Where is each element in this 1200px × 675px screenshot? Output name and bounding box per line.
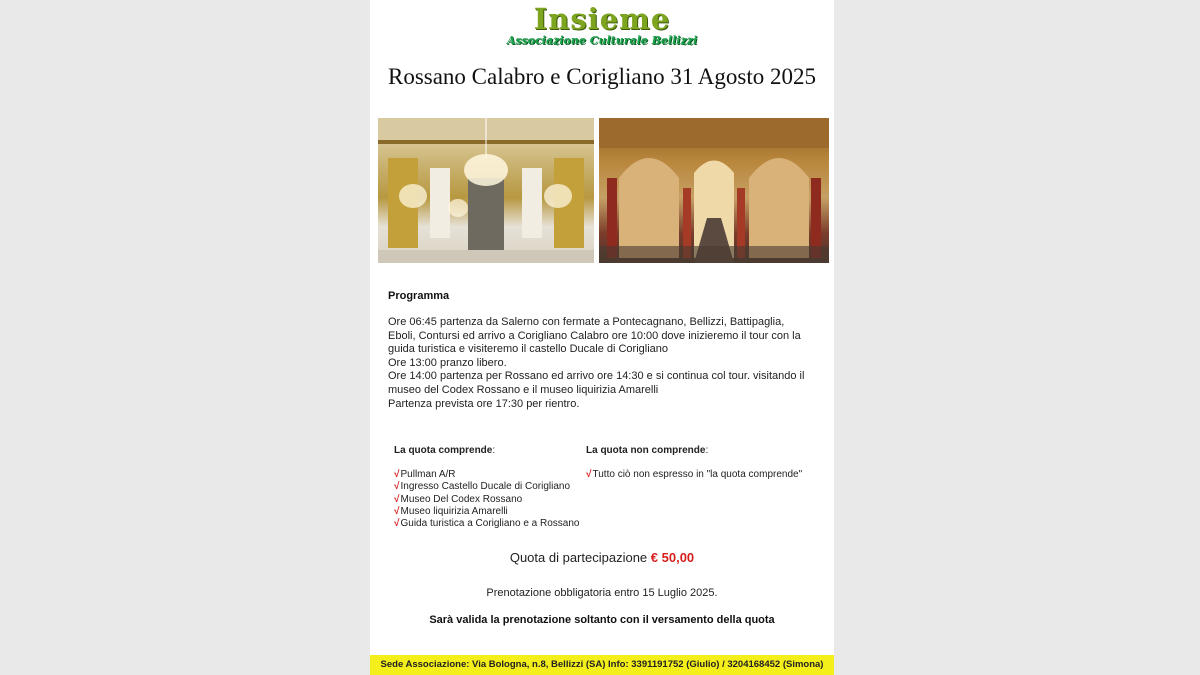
quota-comprende-section xyxy=(394,444,584,530)
programma-line: Partenza prevista ore 17:30 per rientro. xyxy=(388,397,580,410)
logo-subtitle: Associazione Culturale Bellizzi xyxy=(506,34,698,47)
list-item: √Tutto ciò non espresso in "la quota comprende" xyxy=(586,469,803,480)
association-logo xyxy=(370,2,834,47)
check-icon: √ xyxy=(394,518,400,530)
quota-comprende-heading: La quota comprende: xyxy=(394,445,496,456)
check-icon: √ xyxy=(394,481,400,493)
list-item: √Guida turistica a Corigliano e a Rossano xyxy=(394,518,580,530)
programma-line: Eboli, Contursi ed arrivo a Corigliano Calabro ore 10:00 dove inizieremo il tour con la xyxy=(388,329,801,342)
photo-castello-hall xyxy=(378,118,594,263)
quota-label: Quota di partecipazione xyxy=(509,550,648,565)
check-icon: √ xyxy=(394,493,400,505)
quota-price: € 50,00 xyxy=(650,550,695,565)
quota-non-comprende-heading: La quota non comprende: xyxy=(586,445,709,456)
programma-text xyxy=(388,316,818,411)
programma-line: Ore 06:45 partenza da Salerno con fermate a Pontecagnano, Bellizzi, Battipaglia, xyxy=(388,316,785,328)
list-item: √Ingresso Castello Ducale di Corigliano xyxy=(394,481,571,493)
check-icon: √ xyxy=(586,469,592,480)
list-item: √Pullman A/R xyxy=(394,469,456,480)
footer-contact: Sede Associazione: Via Bologna, n.8, Bellizzi (SA) Info: 3391191752 (Giulio) / 3204168452 (Simona) xyxy=(370,655,834,675)
programma-line: Ore 13:00 pranzo libero. xyxy=(388,356,507,369)
quota-partecipazione xyxy=(370,550,834,565)
validita-note: Sarà valida la prenotazione soltanto con il versamento della quota xyxy=(429,614,775,626)
programma-line: guida turistica e visiteremo il castello Ducale di Corigliano xyxy=(388,343,669,356)
logo-title: Insieme xyxy=(533,2,671,36)
event-title: Rossano Calabro e Corigliano 31 Agosto 2025 xyxy=(387,64,817,89)
prenotazione-note: Prenotazione obbligatoria entro 15 Luglio 2025. xyxy=(486,587,718,599)
programma-line: museo del Codex Rossano e il museo liquirizia Amarelli xyxy=(388,383,659,396)
quota-non-comprende-section xyxy=(586,444,826,481)
list-item: √Museo Del Codex Rossano xyxy=(394,493,523,505)
check-icon: √ xyxy=(394,469,400,480)
programma-heading: Programma xyxy=(388,290,450,302)
flyer-page xyxy=(370,0,834,675)
list-item: √Museo liquirizia Amarelli xyxy=(394,505,508,517)
programma-line: Ore 14:00 partenza per Rossano ed arrivo ore 14:30 e si continua col tour. visitando il xyxy=(388,370,805,383)
photo-cathedral-nave xyxy=(599,118,829,263)
check-icon: √ xyxy=(394,505,400,517)
